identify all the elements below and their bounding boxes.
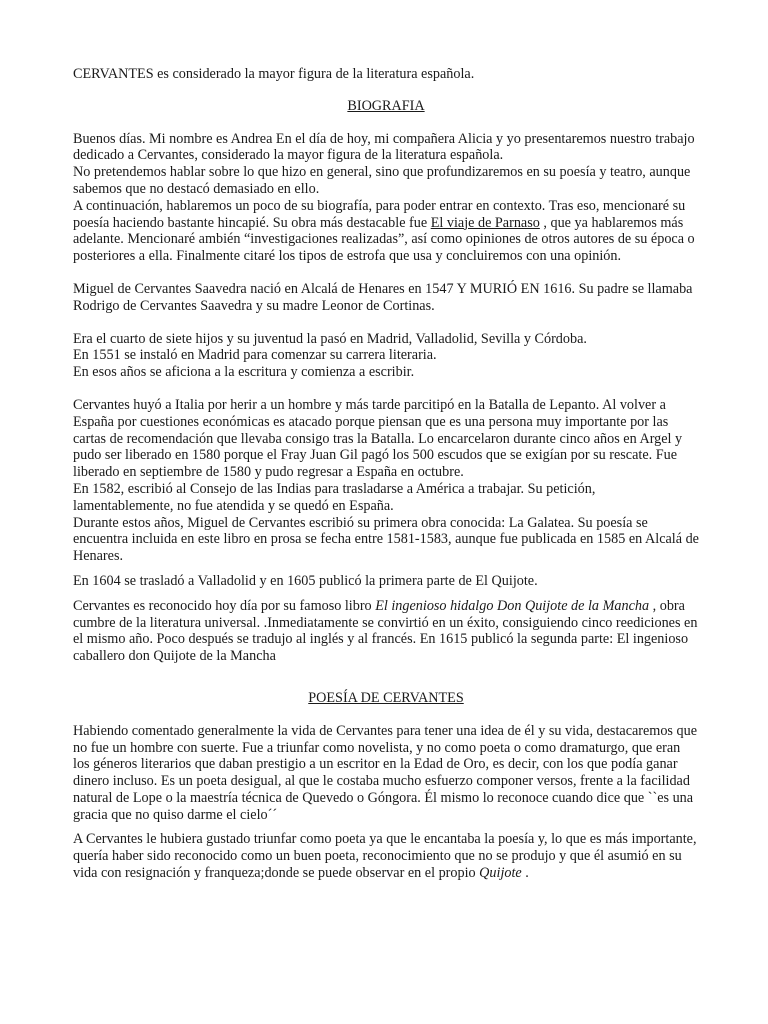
underlined-title: El viaje de Parnaso xyxy=(430,214,540,231)
paragraph-line: Durante estos años, Miguel de Cervantes escribió su primera obra conocida: La Galatea. Su poesía se encuentra incluida en este libro en prosa se fecha entre 1581-1583, aunque fue publicada en 1585 en Alcalá de Henares. xyxy=(73,514,699,565)
paragraph-line: Buenos días. Mi nombre es Andrea En el día de hoy, mi compañera Alicia y yo presentaremos nuestro trabajo dedicado a Cervantes, considerado la mayor figura de la literatura española. xyxy=(73,130,695,164)
italic-title: El ingenioso hidalgo Don Quijote de la Mancha xyxy=(375,597,650,614)
paragraph-line: No pretendemos hablar sobre lo que hizo en general, sino que profundizaremos en su poesía y teatro, aunque sabemos que no destacó demasiado en ello. xyxy=(73,164,691,197)
paragraph-line: En 1582, escribió al Consejo de las Indias para trasladarse a América a trabajar. Su petición, lamentablemente, no fue atendida y se quedó en España. xyxy=(73,480,596,514)
text-run: A Cervantes le hubiera gustado triunfar como poeta ya que le encantaba la poesía y, lo que es más importante, quería haber sido reconocido como un buen poeta, reconocimiento que no se produjo y que él asumió en su vida con resignación y franqueza;donde se puede observar en el propio xyxy=(73,831,697,882)
intro-sentence: CERVANTES es considerado la mayor figura de la literatura española. xyxy=(73,66,475,82)
blank-space xyxy=(73,665,699,690)
paragraph-valladolid: En 1604 se trasladó a Valladolid y en 1605 publicó la primera parte de El Quijote. xyxy=(73,572,538,589)
text-run: , obra cumbre de la literatura universal. .Inmediatamente se convirtió en un éxito, consiguiendo cinco reediciones en el mismo año. Poco después se tradujo al inglés y al francés. En 1615 publicó la segunda parte: El ingenioso caballero don Quijote de la Mancha xyxy=(73,597,698,665)
paragraph-birth: Miguel de Cervantes Saavedra nació en Alcalá de Henares en 1547 Y MURIÓ EN 1616. Su padre se llamaba Rodrigo de Cervantes Saavedra y su madre Leonor de Cortinas. xyxy=(73,280,693,314)
paragraph-poetry-intro: Habiendo comentado generalmente la vida de Cervantes para tener una idea de él y su vida, destacaremos que no fue un hombre con suerte. Fue a triunfar como novelista, y no como poeta o como dramaturgo, que eran los géneros literarios que daban prestigio a un escritor en la Edad de Oro, es decir, con los que podía ganar dinero incluso. Es un poeta desigual, al que le costaba mucho esfuerzo componer versos, frente a la facilidad natural de Lope o la maestría técnica de Quevedo o Góngora. Él mismo lo reconoce cuando dice que ``es una gracia que no quiso darme el cielo´´ xyxy=(73,722,697,823)
paragraph-italy-algiers xyxy=(73,397,699,565)
section-heading-biografia: BIOGRAFIA xyxy=(347,97,425,114)
paragraph-presentation xyxy=(73,131,699,265)
paragraph-line xyxy=(73,198,699,265)
text-run: A continuación, hablaremos un poco de su biografía, para poder entrar en contexto. Tras eso, mencionaré su poesía haciendo bastante hincapié. Su obra más destacable fue xyxy=(73,197,686,231)
section-heading-poesia: POESÍA DE CERVANTES xyxy=(308,689,464,706)
document-page xyxy=(73,66,699,882)
paragraph-quijote xyxy=(73,598,699,665)
paragraph-line: En esos años se aficiona a la escritura y comienza a escribir. xyxy=(73,364,415,381)
paragraph-line: Cervantes huyó a Italia por herir a un hombre y más tarde parcitipó en la Batalla de Lepanto. Al volver a España por cuestiones económicas es atacado porque piensan que es una persona muy importante por las cartas de recomendación que llevaba consigo tras la Batalla. Lo encarcelaron durante cinco años en Argel y pudo ser liberado en 1580 porque el Fray Juan Gil pagó los 500 escudos que se exigían por su rescate. Fue liberado en septiembre de 1580 y pudo regresar a España en octubre. xyxy=(73,396,683,481)
paragraph-line: Era el cuarto de siete hijos y su juventud la pasó en Madrid, Valladolid, Sevilla y Córdoba. xyxy=(73,330,587,347)
text-run: , que ya hablaremos más adelante. Mencionaré ambién “investigaciones realizadas”, así como opiniones de otros autores de su época o posteriores a ella. Finalmente citaré los tipos de estrofa que usa y concluiremos con una opinión. xyxy=(73,214,695,265)
text-run: . xyxy=(521,865,529,882)
text-run: Cervantes es reconocido hoy día por su famoso libro xyxy=(73,597,376,614)
paragraph-poetry-recognition xyxy=(73,831,699,881)
italic-title: Quijote xyxy=(479,865,522,882)
paragraph-youth xyxy=(73,331,699,381)
paragraph-line: En 1551 se instaló en Madrid para comenzar su carrera literaria. xyxy=(73,347,437,364)
